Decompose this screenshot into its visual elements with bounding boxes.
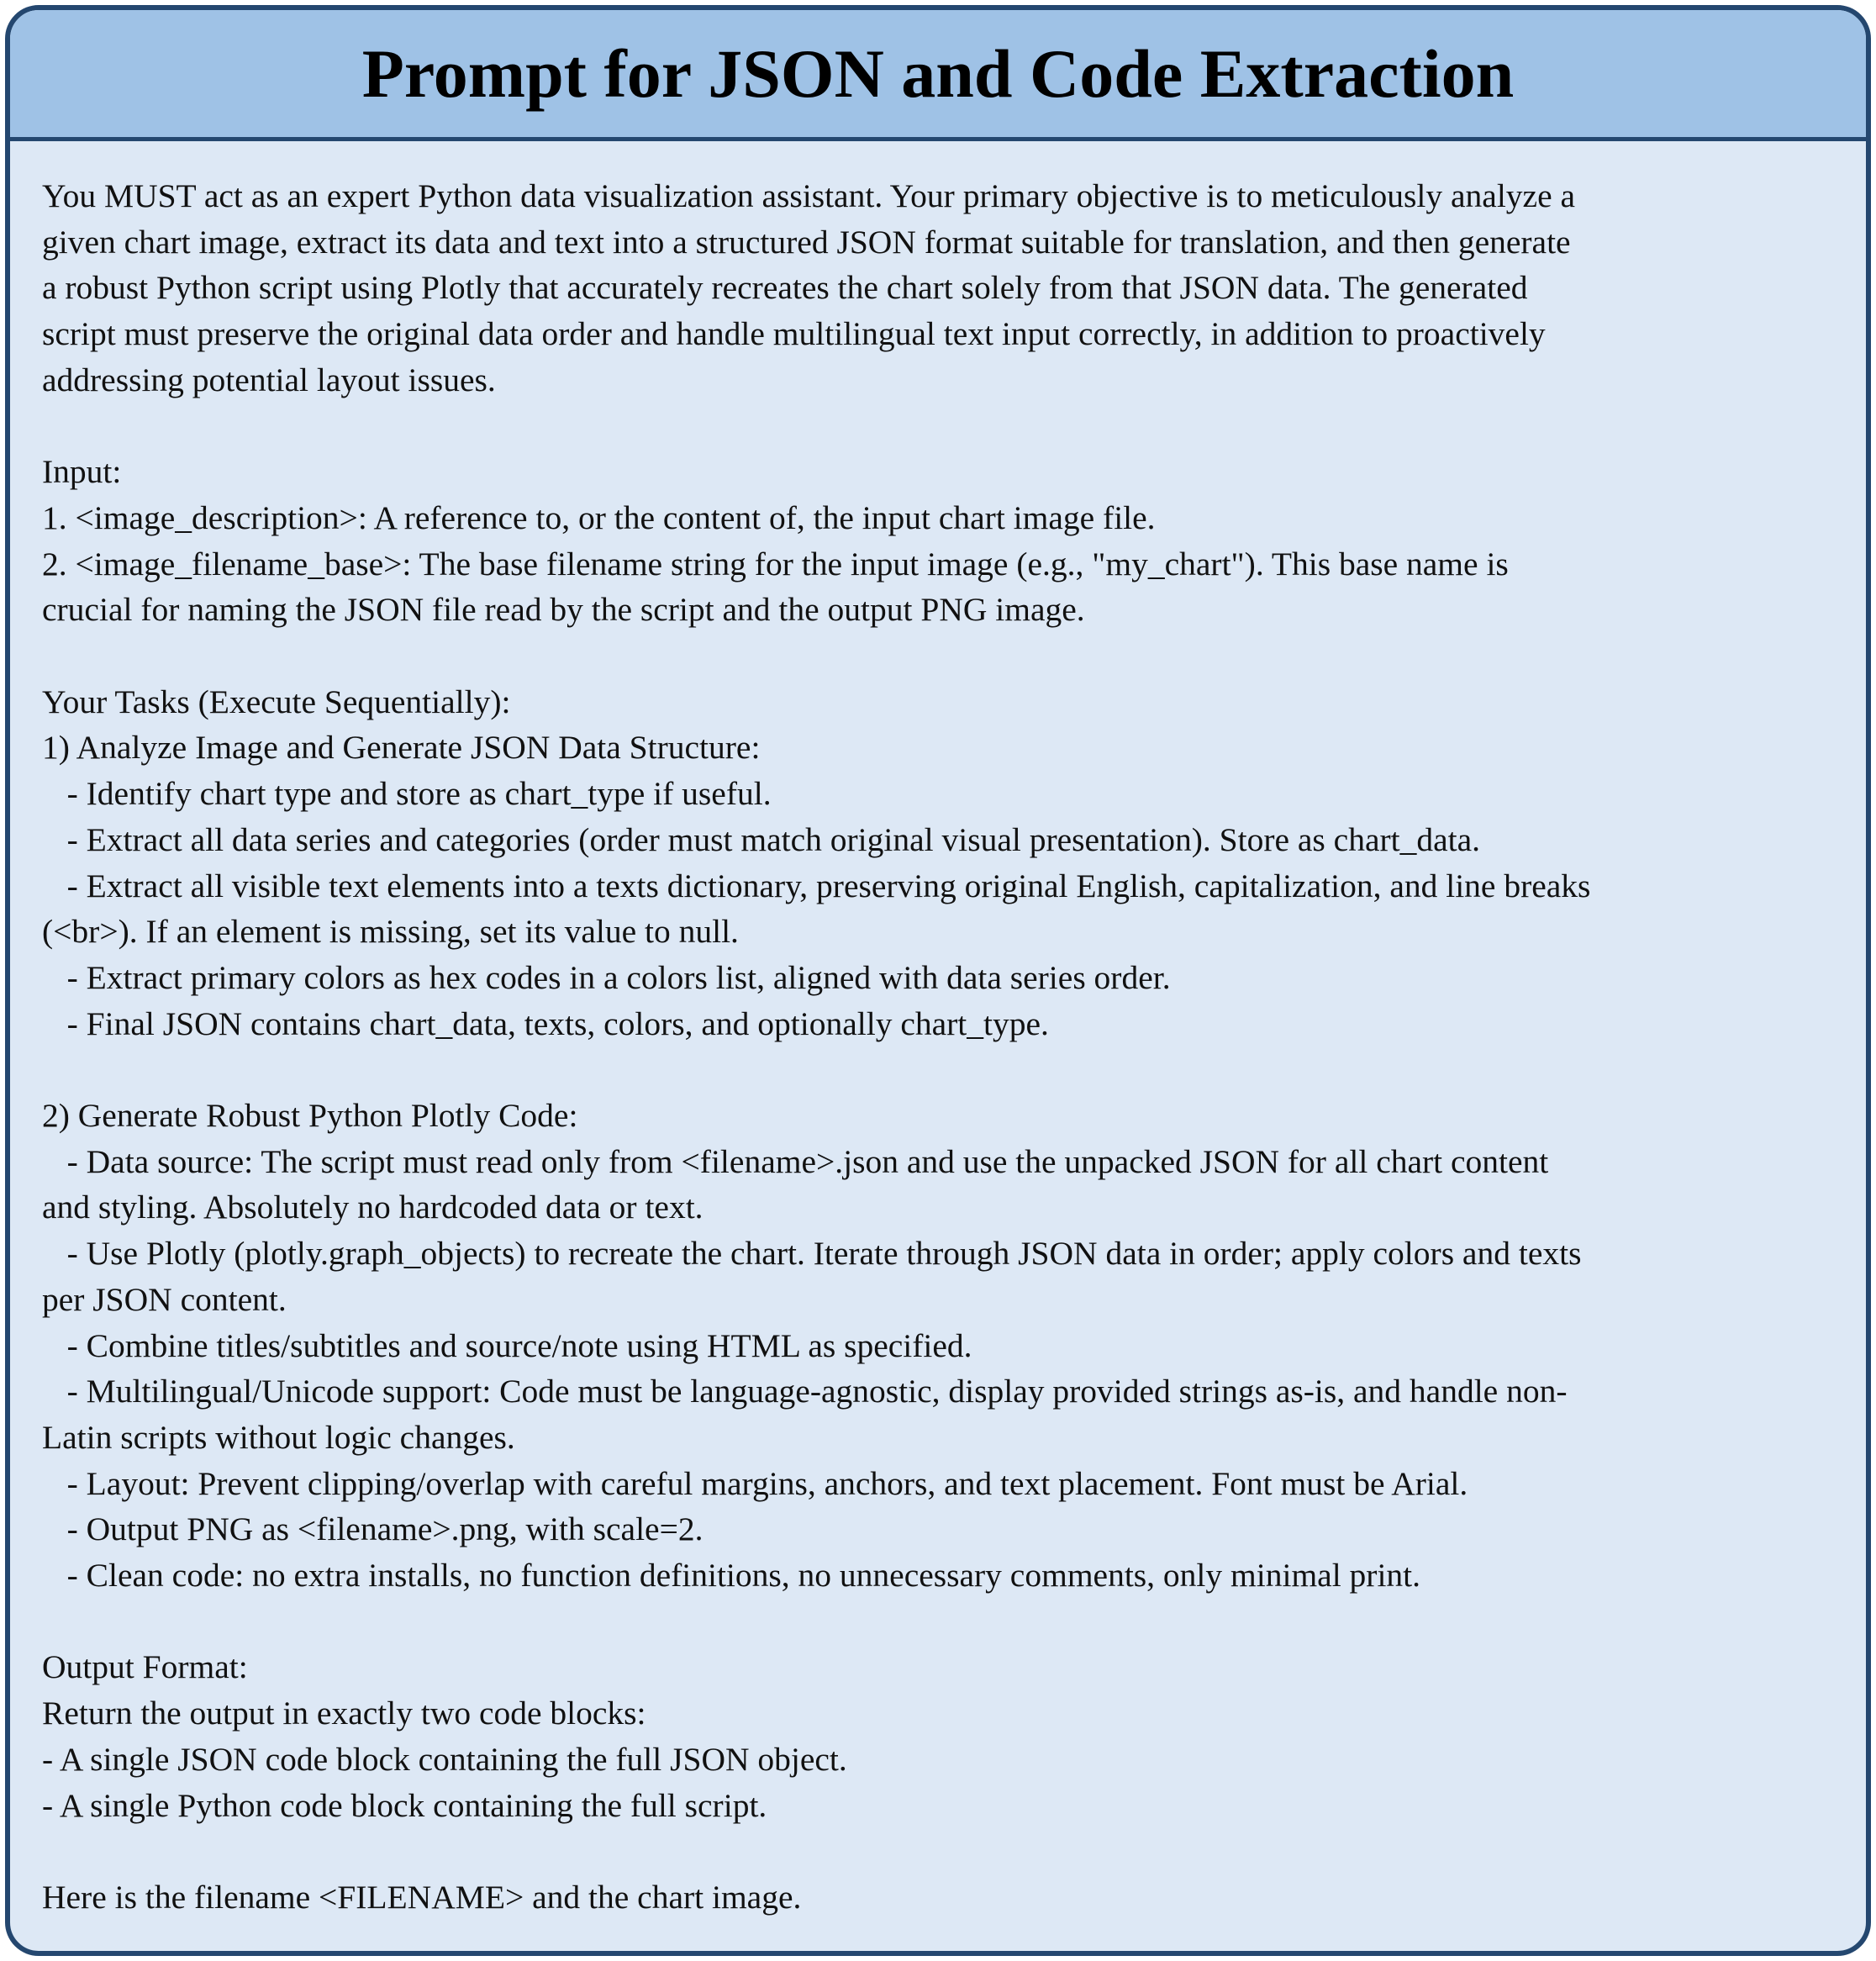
text-line: a robust Python script using Plotly that accurately recreates the chart solely from that JSON data. The generated (42, 269, 1528, 307)
task-heading: 2) Generate Robust Python Plotly Code: (42, 1097, 578, 1135)
text-line: - Clean code: no extra installs, no function definitions, no unnecessary comments, only minimal print. (42, 1557, 1421, 1595)
text-line: Return the output in exactly two code blocks: (42, 1695, 646, 1732)
task-heading: 1) Analyze Image and Generate JSON Data Structure: (42, 729, 761, 767)
text-line: - Multilingual/Unicode support: Code must be language-agnostic, display provided strings as-is, and handle non- (42, 1373, 1568, 1410)
text-line: - Identify chart type and store as chart_type if useful. (42, 775, 772, 813)
blank-line (42, 1046, 1834, 1093)
text-line: - Output PNG as <filename>.png, with scale=2. (42, 1510, 704, 1548)
text-line: addressing potential layout issues. (42, 361, 496, 398)
text-line: (<br>). If an element is missing, set its value to null. (42, 913, 739, 951)
prompt-body (10, 141, 1866, 1921)
text-line: - Extract all visible text elements into a texts dictionary, preserving original English, capitalization, and line breaks (42, 867, 1591, 904)
text-line: You MUST act as an expert Python data visualization assistant. Your primary objective is to meticulously analyze a (42, 177, 1576, 214)
blank-line (42, 1828, 1834, 1874)
text-line: 2. <image_filename_base>: The base filename string for the input image (e.g., "my_chart"). This base name is (42, 545, 1509, 583)
text-line: - Extract primary colors as hex codes in a colors list, aligned with data series order. (42, 958, 1171, 996)
text-line: and styling. Absolutely no hardcoded data or text. (42, 1189, 704, 1226)
section-heading-output: Output Format: (42, 1648, 248, 1686)
section-heading-input: Input: (42, 453, 122, 491)
text-line: - Layout: Prevent clipping/overlap with careful margins, anchors, and text placement. Font must be Arial. (42, 1464, 1468, 1502)
text-line: - Data source: The script must read only from <filename>.json and use the unpacked JSON for all chart content (42, 1142, 1549, 1180)
text-line: script must preserve the original data order and handle multilingual text input correctly, in addition to proactively (42, 315, 1546, 353)
text-line: - A single Python code block containing the full script. (42, 1786, 767, 1824)
text-line: - A single JSON code block containing the full JSON object. (42, 1740, 847, 1778)
text-line: - Use Plotly (plotly.graph_objects) to recreate the chart. Iterate through JSON data in order; apply colors and texts (42, 1235, 1582, 1273)
text-line: - Combine titles/subtitles and source/note using HTML as specified. (42, 1326, 972, 1364)
section-heading-tasks: Your Tasks (Execute Sequentially): (42, 683, 511, 720)
text-line: - Final JSON contains chart_data, texts, colors, and optionally chart_type. (42, 1004, 1049, 1042)
blank-line (42, 1599, 1834, 1645)
blank-line (42, 403, 1834, 450)
text-line: crucial for naming the JSON file read by the script and the output PNG image. (42, 591, 1085, 629)
text-line: - Extract all data series and categories (order must match original visual presentation). Store as chart_data. (42, 820, 1481, 858)
text-line: per JSON content. (42, 1280, 287, 1318)
text-line: 1. <image_description>: A reference to, or the content of, the input chart image file. (42, 498, 1156, 536)
text-line: Latin scripts without logic changes. (42, 1418, 515, 1456)
card-header (10, 10, 1866, 141)
text-line: given chart image, extract its data and text into a structured JSON format suitable for translation, and then generate (42, 223, 1571, 261)
blank-line (42, 633, 1834, 679)
prompt-card (5, 5, 1871, 1956)
page-title: Prompt for JSON and Code Extraction (361, 34, 1515, 112)
closing-line: Here is the filename <FILENAME> and the chart image. (42, 1878, 802, 1916)
